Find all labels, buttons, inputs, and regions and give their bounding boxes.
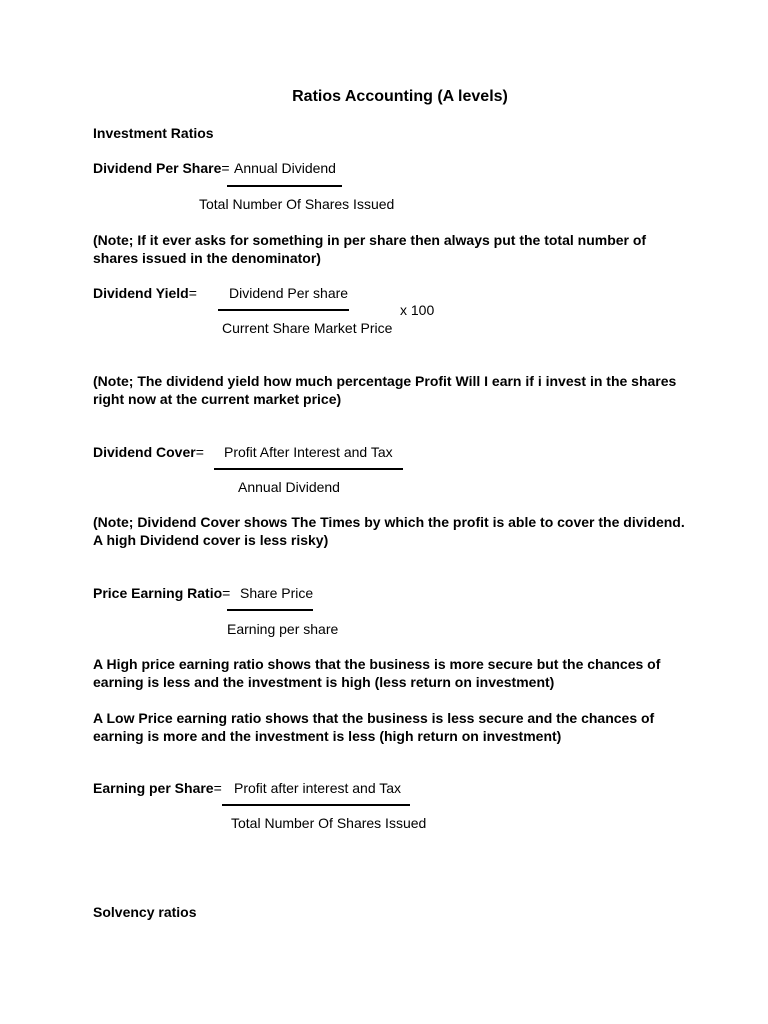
equals-sign: =: [195, 444, 204, 460]
formula-price-earning-ratio: [93, 584, 230, 602]
formula-denominator: Current Share Market Price: [222, 320, 393, 336]
fraction-bar: [218, 309, 349, 311]
formula-dividend-cover: [93, 443, 204, 461]
formula-label: Dividend Per Share: [93, 160, 222, 176]
formula-denominator: Total Number Of Shares Issued: [199, 196, 395, 212]
section-heading-solvency: Solvency ratios: [93, 904, 197, 920]
formula-label: Dividend Yield: [93, 285, 189, 301]
paragraph-high-pe-ratio: A High price earning ratio shows that the business is more secure but the chances of earning is less and the investment is high (less return on investment): [93, 656, 661, 690]
formula-dividend-yield: [93, 284, 197, 302]
formula-label: Price Earning Ratio: [93, 585, 223, 601]
formula-label: Earning per Share: [93, 780, 214, 796]
formula-denominator: Earning per share: [227, 621, 339, 637]
note-dividend-per-share: (Note; If it ever asks for something in per share then always put the total number of shares issued in the denominator): [93, 232, 647, 266]
fraction-bar: [227, 185, 342, 187]
section-heading-investment: Investment Ratios: [93, 125, 214, 141]
formula-earning-per-share: [93, 779, 222, 797]
formula-multiplier: x 100: [400, 302, 435, 318]
fraction-bar: [227, 609, 313, 611]
formula-numerator: Dividend Per share: [229, 285, 349, 301]
formula-dividend-per-share: [93, 159, 230, 177]
paragraph-low-pe-ratio: A Low Price earning ratio shows that the business is less secure and the chances of earning is more and the investment is less (high return on investment): [93, 710, 655, 744]
fraction-bar: [222, 804, 410, 806]
note-dividend-yield: (Note; The dividend yield how much percentage Profit Will I earn if i invest in the shares right now at the current market price): [93, 373, 677, 407]
formula-numerator: Share Price: [240, 585, 314, 601]
formula-denominator: Annual Dividend: [238, 479, 340, 495]
fraction-bar: [214, 468, 403, 470]
equals-sign: =: [222, 585, 231, 601]
formula-numerator: Profit after interest and Tax: [234, 780, 402, 796]
note-dividend-cover: (Note; Dividend Cover shows The Times by which the profit is able to cover the dividend. A high Dividend cover is less risky): [93, 514, 685, 548]
equals-sign: =: [188, 285, 197, 301]
formula-label: Dividend Cover: [93, 444, 196, 460]
formula-numerator: Annual Dividend: [234, 160, 336, 176]
formula-numerator: Profit After Interest and Tax: [224, 444, 393, 460]
page-title: Ratios Accounting (A levels): [292, 88, 508, 105]
formula-denominator: Total Number Of Shares Issued: [231, 815, 427, 831]
equals-sign: =: [221, 160, 230, 176]
equals-sign: =: [213, 780, 222, 796]
